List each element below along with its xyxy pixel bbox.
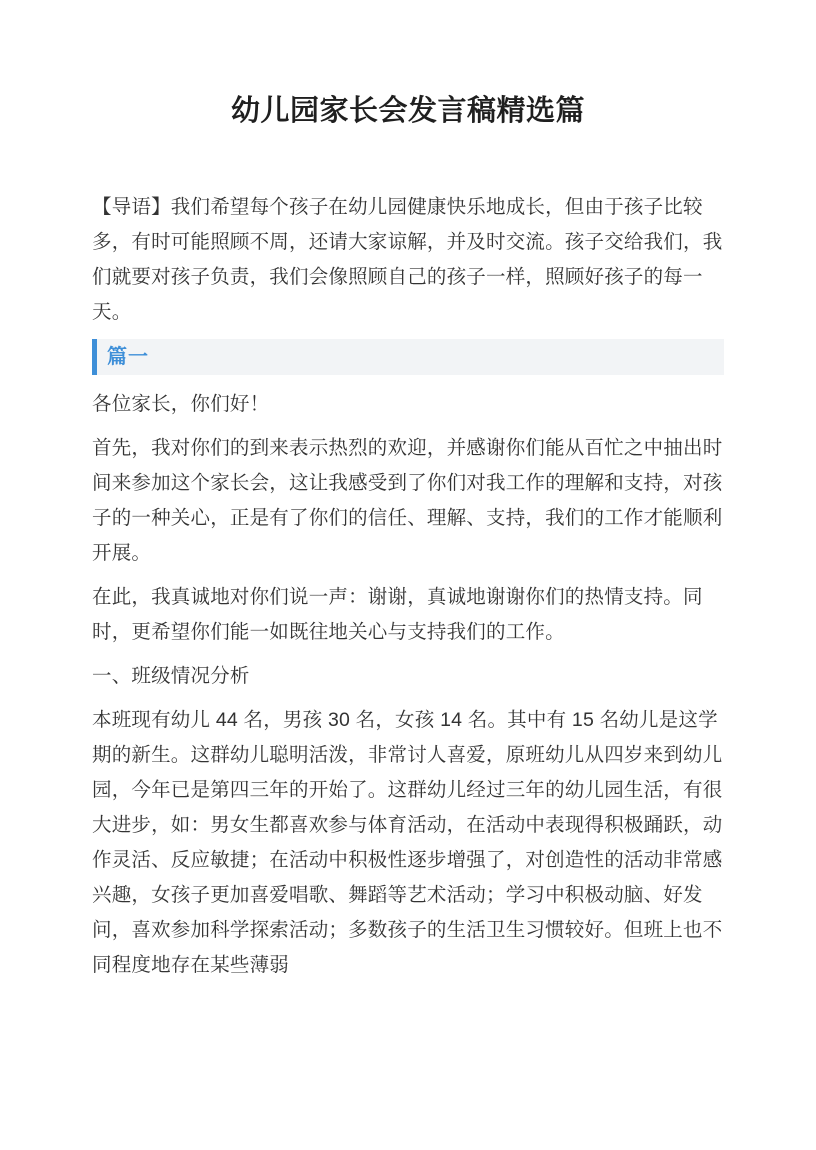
section-header-bar xyxy=(92,339,724,375)
body-paragraph: 首先，我对你们的到来表示热烈的欢迎，并感谢你们能从百忙之中抽出时间来参加这个家长会，这让我感受到了你们对我工作的理解和支持，对孩子的一种关心，正是有了你们的信任、理解、支持，我们的工作才能顺利开展。 xyxy=(92,437,723,564)
body-paragraph: 在此，我真诚地对你们说一声：谢谢，真诚地谢谢你们的热情支持。同时，更希望你们能一如既往地关心与支持我们的工作。 xyxy=(92,586,703,643)
document-page xyxy=(0,94,816,1150)
intro-paragraph: 【导语】我们希望每个孩子在幼儿园健康快乐地成长，但由于孩子比较多，有时可能照顾不周，还请大家谅解，并及时交流。孩子交给我们，我们就要对孩子负责，我们会像照顾自己的孩子一样，照顾好孩子的每一天。 xyxy=(92,196,723,323)
body-paragraph: 本班现有幼儿 44 名，男孩 30 名，女孩 14 名。其中有 15 名幼儿是这学期的新生。这群幼儿聪明活泼，非常讨人喜爱，原班幼儿从四岁来到幼儿园，今年已是第四三年的开始了。这群幼儿经过三年的幼儿园生活，有很大进步，如：男女生都喜欢参与体育活动，在活动中表现得积极踊跃，动作灵活、反应敏捷；在活动中积极性逐步增强了，对创造性的活动非常感兴趣，女孩子更加喜爱唱歌、舞蹈等艺术活动；学习中积极动脑、好发问，喜欢参加科学探索活动；多数孩子的生活卫生习惯较好。但班上也不同程度地存在某些薄弱 xyxy=(92,709,723,976)
subheading-class-analysis: 一、班级情况分析 xyxy=(92,665,250,687)
page-title: 幼儿园家长会发言稿精选篇 xyxy=(230,95,585,127)
section-header-label: 篇一 xyxy=(107,346,149,368)
greeting-paragraph: 各位家长，你们好！ xyxy=(92,393,270,415)
